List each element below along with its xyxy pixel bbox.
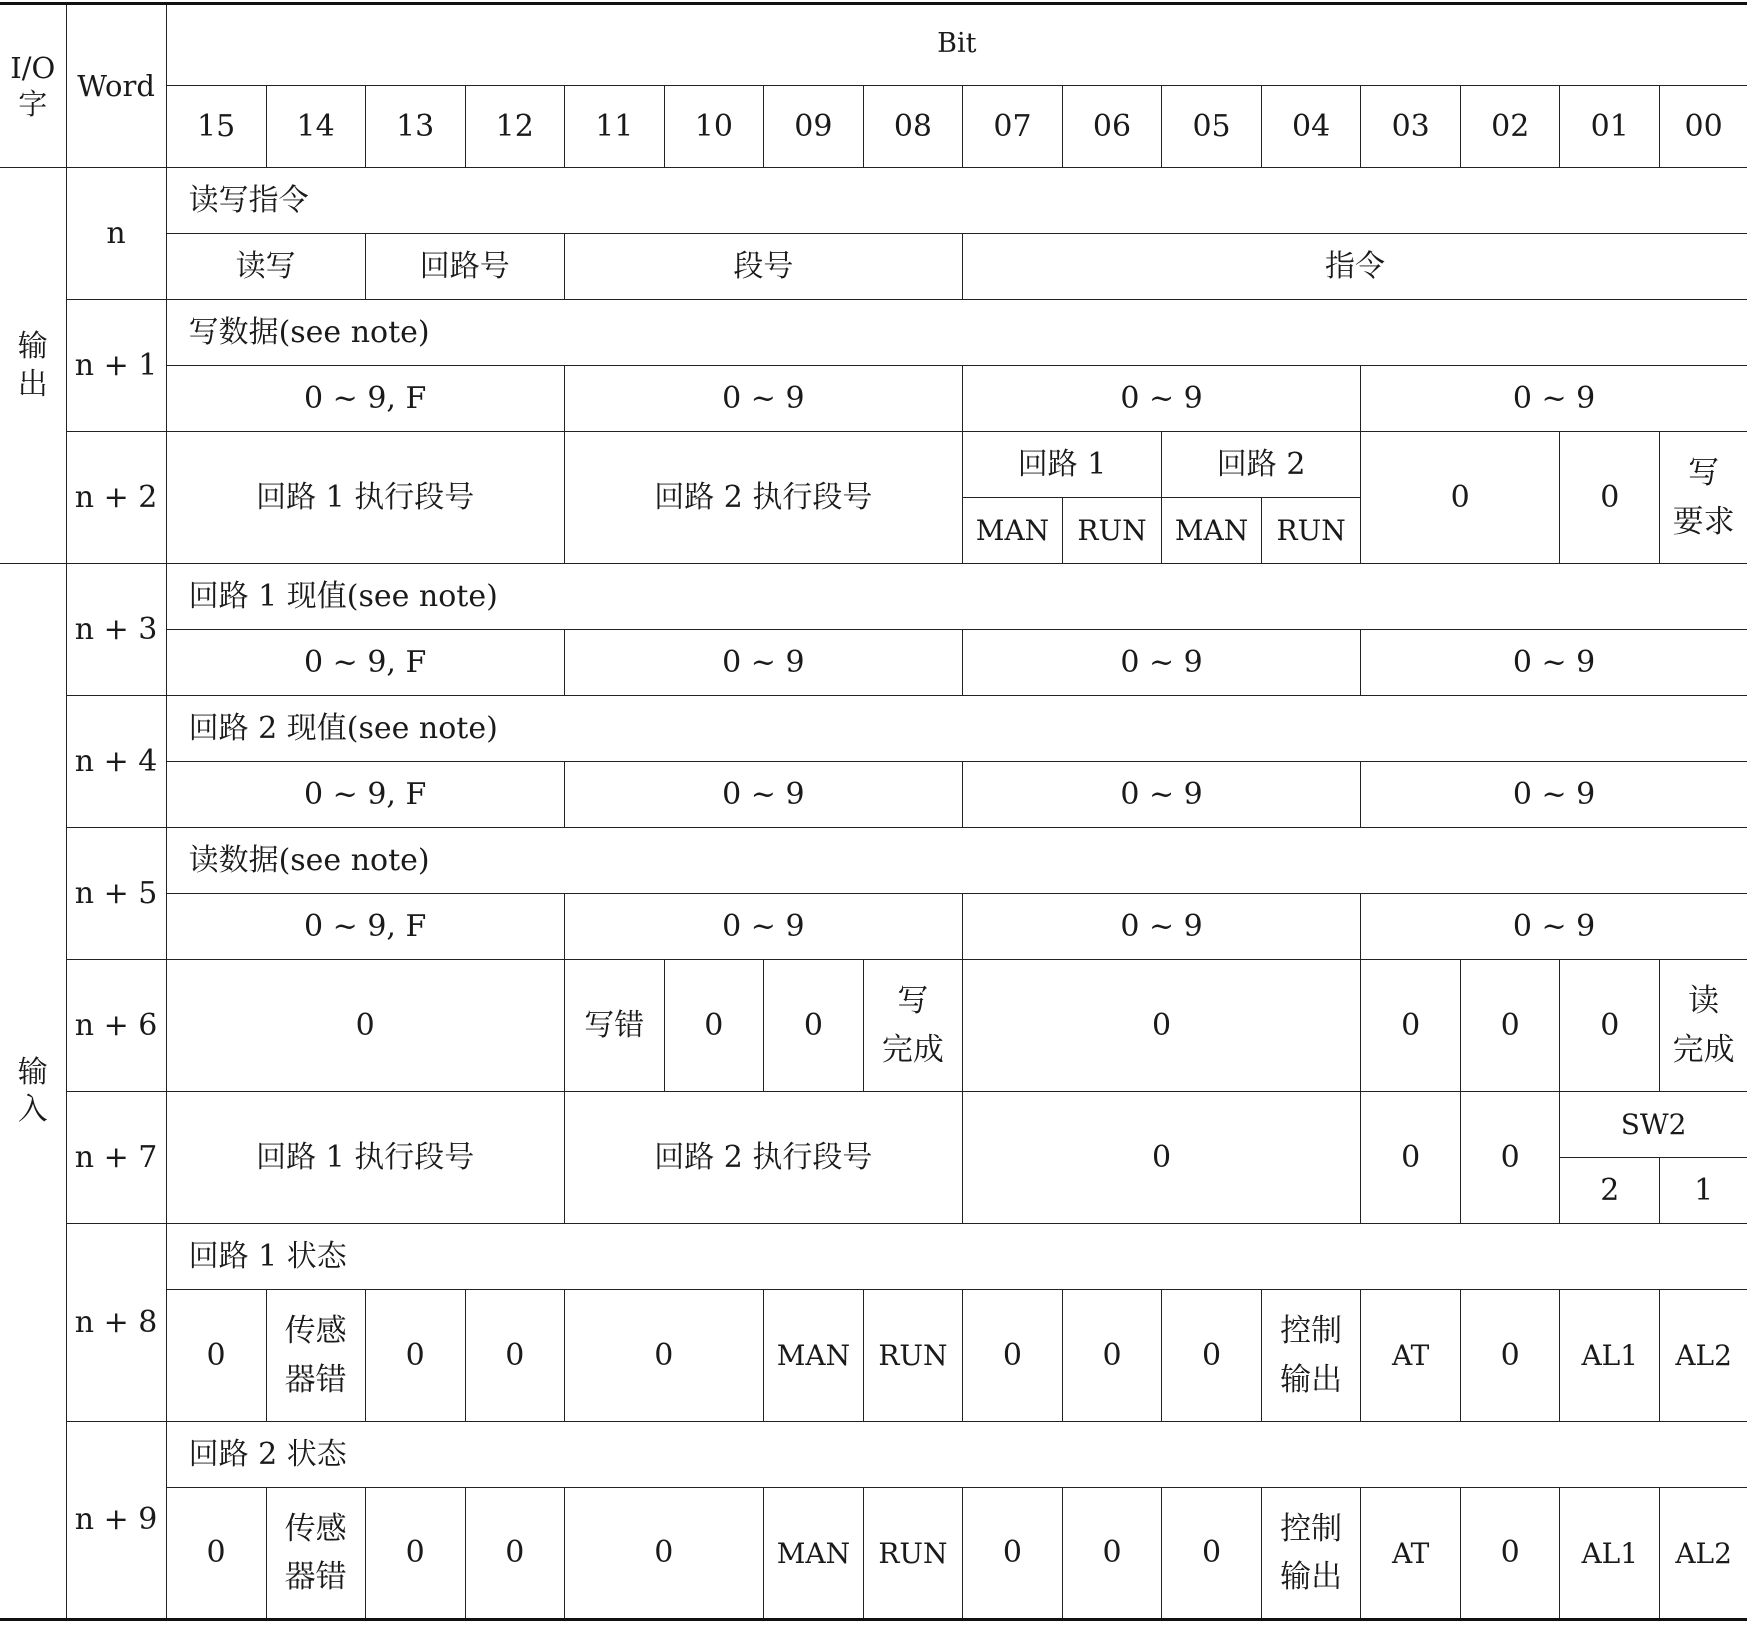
loop2-pv-title: 回路 2 现值(see note) — [166, 696, 1747, 762]
loop1-status-run: RUN — [863, 1290, 962, 1422]
loop2-status-at: AT — [1361, 1488, 1461, 1620]
read-data-digit-2: 0 ~ 9 — [962, 894, 1360, 960]
io-header-cell: I/O 字 — [0, 4, 66, 168]
loop2-status-man: MAN — [763, 1488, 863, 1620]
read-complete-flag: 读 完成 — [1660, 960, 1747, 1092]
bit-number-02: 02 — [1461, 86, 1560, 168]
loop1-pv-digit-2: 0 ~ 9 — [962, 630, 1360, 696]
bit-number-06: 06 — [1063, 86, 1162, 168]
loop2-pv-digit-2: 0 ~ 9 — [962, 762, 1360, 828]
loop1-status-bit-07: 0 — [962, 1290, 1062, 1422]
input-section-label: 输 入 — [0, 564, 66, 1620]
loop1-pv-digit-3: 0 ~ 9 — [1361, 630, 1747, 696]
write-data-digit-3: 0 ~ 9 — [1361, 366, 1747, 432]
word-n: n — [66, 168, 166, 300]
bit-number-10: 10 — [664, 86, 763, 168]
n7-loop1-exec-segment: 回路 1 执行段号 — [166, 1092, 564, 1224]
loop1-status-bit-05: 0 — [1162, 1290, 1262, 1422]
bit-number-03: 03 — [1361, 86, 1461, 168]
bit-number-14: 14 — [266, 86, 365, 168]
loop1-status-bit-13: 0 — [365, 1290, 465, 1422]
n6-bit-10: 0 — [664, 960, 763, 1092]
n2-zero-b: 0 — [1560, 432, 1660, 564]
word-n-plus-7: n + 7 — [66, 1092, 166, 1224]
loop1-status-al2: AL2 — [1660, 1290, 1747, 1422]
loop1-status-man: MAN — [763, 1290, 863, 1422]
n6-bit-03: 0 — [1361, 960, 1461, 1092]
loop1-status-title: 回路 1 状态 — [166, 1224, 1747, 1290]
n6-bits-07-04: 0 — [962, 960, 1360, 1092]
loop2-status-bit-13: 0 — [365, 1488, 465, 1620]
loop1-pv-digit-1: 0 ~ 9 — [564, 630, 962, 696]
loop2-status-al1: AL1 — [1560, 1488, 1660, 1620]
loop1-sensor-error: 传感 器错 — [266, 1290, 365, 1422]
loop1-mode-header: 回路 1 — [962, 432, 1161, 498]
loop2-mode-header: 回路 2 — [1162, 432, 1361, 498]
loop2-status-bit-12: 0 — [465, 1488, 564, 1620]
loop2-sensor-error: 传感 器错 — [266, 1488, 365, 1620]
bit-number-07: 07 — [962, 86, 1062, 168]
loop1-run-bit: RUN — [1063, 498, 1162, 564]
loop1-man-bit: MAN — [962, 498, 1062, 564]
word-n-plus-6: n + 6 — [66, 960, 166, 1092]
n7-loop2-exec-segment: 回路 2 执行段号 — [564, 1092, 962, 1224]
sw2-bit-2: 2 — [1560, 1158, 1660, 1224]
bit-number-00: 00 — [1660, 86, 1747, 168]
loop2-run-bit: RUN — [1262, 498, 1361, 564]
output-section-label: 输 出 — [0, 168, 66, 564]
loop-number-field: 回路号 — [365, 234, 564, 300]
command-field: 指令 — [962, 234, 1747, 300]
loop2-status-run: RUN — [863, 1488, 962, 1620]
rw-command-title: 读写指令 — [166, 168, 1747, 234]
sw2-header: SW2 — [1560, 1092, 1747, 1158]
read-data-digit-1: 0 ~ 9 — [564, 894, 962, 960]
n6-bit-02: 0 — [1461, 960, 1560, 1092]
loop1-status-bit-02: 0 — [1461, 1290, 1560, 1422]
loop2-status-bit-02: 0 — [1461, 1488, 1560, 1620]
n7-bit-02: 0 — [1461, 1092, 1560, 1224]
word-header-cell: Word — [66, 4, 166, 168]
bit-number-01: 01 — [1560, 86, 1660, 168]
loop2-pv-digit-0: 0 ~ 9, F — [166, 762, 564, 828]
bit-number-11: 11 — [564, 86, 664, 168]
loop2-status-al2: AL2 — [1660, 1488, 1747, 1620]
loop1-exec-segment: 回路 1 执行段号 — [166, 432, 564, 564]
loop1-control-output: 控制 输出 — [1262, 1290, 1361, 1422]
n6-bit-09: 0 — [763, 960, 863, 1092]
n7-bit-03: 0 — [1361, 1092, 1461, 1224]
loop1-status-bit-15: 0 — [166, 1290, 266, 1422]
write-error-flag: 写错 — [564, 960, 664, 1092]
loop2-status-bit-07: 0 — [962, 1488, 1062, 1620]
word-n-plus-4: n + 4 — [66, 696, 166, 828]
n7-bits-07-04: 0 — [962, 1092, 1360, 1224]
segment-number-field: 段号 — [564, 234, 962, 300]
loop1-status-bits-11-10: 0 — [564, 1290, 763, 1422]
bit-number-08: 08 — [863, 86, 962, 168]
write-complete-flag: 写 完成 — [863, 960, 962, 1092]
n2-zero-a: 0 — [1361, 432, 1560, 564]
word-n-plus-1: n + 1 — [66, 300, 166, 432]
read-data-digit-0: 0 ~ 9, F — [166, 894, 564, 960]
word-n-plus-8: n + 8 — [66, 1224, 166, 1422]
bit-header-cell: Bit — [166, 4, 1747, 86]
loop1-pv-digit-0: 0 ~ 9, F — [166, 630, 564, 696]
write-data-digit-1: 0 ~ 9 — [564, 366, 962, 432]
loop2-status-title: 回路 2 状态 — [166, 1422, 1747, 1488]
loop1-pv-title: 回路 1 现值(see note) — [166, 564, 1747, 630]
n6-bit-01: 0 — [1560, 960, 1660, 1092]
bit-number-15: 15 — [166, 86, 266, 168]
io-word-bit-table — [0, 2, 1747, 1621]
loop2-status-bit-06: 0 — [1063, 1488, 1162, 1620]
loop2-pv-digit-1: 0 ~ 9 — [564, 762, 962, 828]
bit-number-09: 09 — [763, 86, 863, 168]
write-request-flag: 写 要求 — [1660, 432, 1747, 564]
loop2-status-bit-15: 0 — [166, 1488, 266, 1620]
loop1-status-al1: AL1 — [1560, 1290, 1660, 1422]
loop2-pv-digit-3: 0 ~ 9 — [1361, 762, 1747, 828]
write-data-title: 写数据(see note) — [166, 300, 1747, 366]
loop1-status-bit-12: 0 — [465, 1290, 564, 1422]
loop1-status-bit-06: 0 — [1063, 1290, 1162, 1422]
bit-number-12: 12 — [465, 86, 564, 168]
read-data-digit-3: 0 ~ 9 — [1361, 894, 1747, 960]
loop2-status-bits-11-10: 0 — [564, 1488, 763, 1620]
loop2-exec-segment: 回路 2 执行段号 — [564, 432, 962, 564]
read-data-title: 读数据(see note) — [166, 828, 1747, 894]
word-n-plus-3: n + 3 — [66, 564, 166, 696]
bit-number-13: 13 — [365, 86, 465, 168]
loop2-control-output: 控制 输出 — [1262, 1488, 1361, 1620]
word-n-plus-9: n + 9 — [66, 1422, 166, 1620]
rw-field: 读写 — [166, 234, 365, 300]
loop2-status-bit-05: 0 — [1162, 1488, 1262, 1620]
write-data-digit-2: 0 ~ 9 — [962, 366, 1360, 432]
bit-number-05: 05 — [1162, 86, 1262, 168]
sw2-bit-1: 1 — [1660, 1158, 1747, 1224]
n6-bits-15-12: 0 — [166, 960, 564, 1092]
bit-number-04: 04 — [1262, 86, 1361, 168]
word-n-plus-5: n + 5 — [66, 828, 166, 960]
write-data-digit-0: 0 ~ 9, F — [166, 366, 564, 432]
loop2-man-bit: MAN — [1162, 498, 1262, 564]
word-n-plus-2: n + 2 — [66, 432, 166, 564]
loop1-status-at: AT — [1361, 1290, 1461, 1422]
